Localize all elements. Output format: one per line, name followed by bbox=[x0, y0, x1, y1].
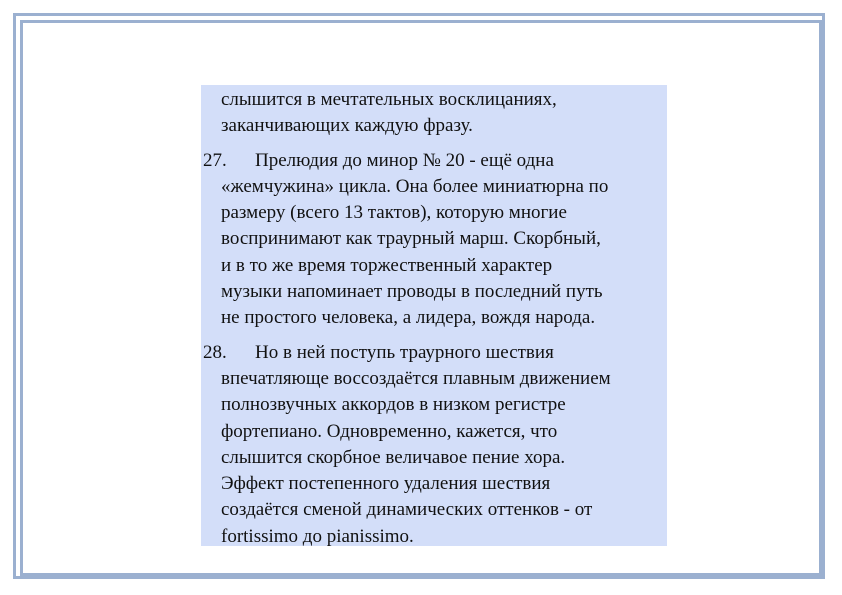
item-27-line: воспринимают как траурный марш. Скорбный, bbox=[221, 228, 601, 250]
item-28-number: 28. bbox=[203, 341, 227, 363]
paragraph-gap bbox=[201, 140, 667, 148]
item-27-line: и в то же время торжественный характер bbox=[221, 254, 553, 276]
item-27-line: размеру (всего 13 тактов), которую многие bbox=[221, 202, 567, 224]
item-28-first-line bbox=[201, 340, 667, 366]
item-28-line: fortissimo до pianissimo. bbox=[221, 525, 414, 547]
item-27-line: музыки напоминает проводы в последний путь bbox=[221, 281, 603, 303]
item-28-line: полнозвучных аккордов в низком регистре bbox=[221, 394, 566, 416]
item-28-line: слышится скорбное величавое пение хора. bbox=[221, 446, 566, 468]
item-27-line: не простого человека, а лидера, вождя народа. bbox=[221, 307, 596, 329]
item-27-first-line bbox=[201, 148, 667, 174]
item-27-first-text: Прелюдия до минор № 20 - ещё одна bbox=[255, 149, 554, 171]
item-28-line: впечатляюще воссоздаётся плавным движением bbox=[221, 367, 611, 389]
item-28-first-text: Но в ней поступь траурного шествия bbox=[255, 341, 554, 363]
text-box bbox=[201, 85, 667, 546]
item-27-number: 27. bbox=[203, 149, 227, 171]
continuation-line: заканчивающих каждую фразу. bbox=[221, 115, 473, 137]
item-27-line: «жемчужина» цикла. Она более миниатюрна по bbox=[221, 175, 609, 197]
item-28-line: фортепиано. Одновременно, кажется, что bbox=[221, 420, 558, 442]
item-28-line: Эффект постепенного удаления шествия bbox=[221, 473, 551, 495]
item-28-line: создаётся сменой динамических оттенков - от bbox=[221, 499, 593, 521]
paragraph-gap bbox=[201, 332, 667, 340]
continuation-line: слышится в мечтательных восклицаниях, bbox=[221, 89, 557, 110]
